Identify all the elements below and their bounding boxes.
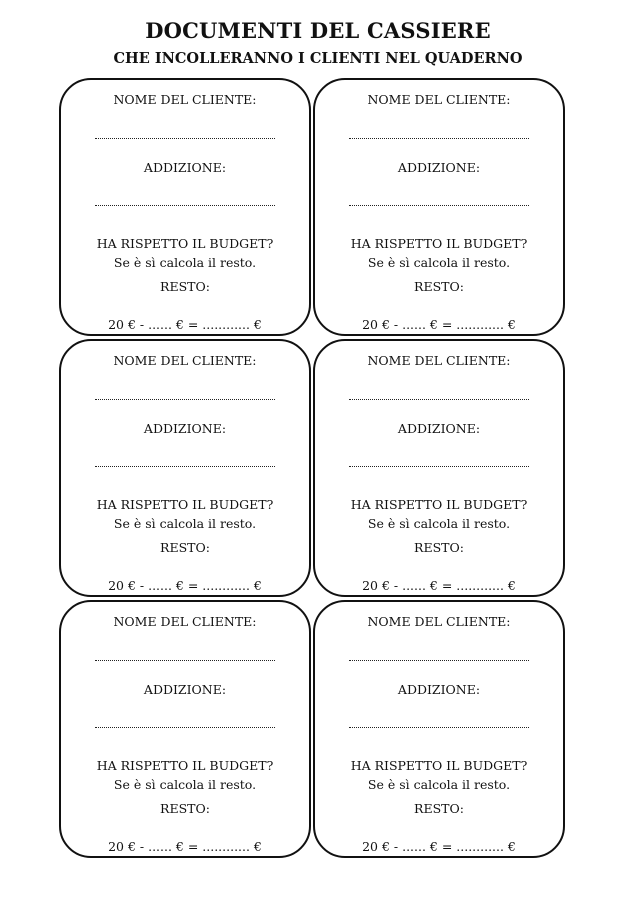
change-instruction: Se è sì calcola il resto. (113, 255, 257, 270)
customer-name-label: NOME DEL CLIENTE: (367, 353, 511, 368)
addition-label: ADDIZIONE: (397, 160, 481, 175)
budget-question: HA RISPETTO IL BUDGET? (96, 236, 274, 251)
addition-label: ADDIZIONE: (143, 421, 227, 436)
budget-question: HA RISPETTO IL BUDGET? (350, 758, 528, 773)
change-label: RESTO: (414, 801, 464, 816)
addition-label: ADDIZIONE: (143, 160, 227, 175)
customer-name-line[interactable] (95, 138, 275, 139)
customer-name-label: NOME DEL CLIENTE: (367, 92, 511, 107)
budget-question: HA RISPETTO IL BUDGET? (350, 236, 528, 251)
receipt-card (59, 600, 311, 858)
change-instruction: Se è sì calcola il resto. (113, 516, 257, 531)
addition-line[interactable] (349, 727, 529, 728)
page-subtitle: CHE INCOLLERANNO I CLIENTI NEL QUADERNO (113, 50, 523, 67)
receipt-card (59, 339, 311, 597)
budget-question: HA RISPETTO IL BUDGET? (350, 497, 528, 512)
change-instruction: Se è sì calcola il resto. (367, 255, 511, 270)
change-label: RESTO: (160, 279, 210, 294)
change-label: RESTO: (414, 540, 464, 555)
addition-label: ADDIZIONE: (397, 682, 481, 697)
change-instruction: Se è sì calcola il resto. (367, 516, 511, 531)
addition-label: ADDIZIONE: (143, 682, 227, 697)
change-formula: 20 € - ...... € = ............ € (108, 839, 262, 854)
change-instruction: Se è sì calcola il resto. (367, 777, 511, 792)
customer-name-line[interactable] (349, 399, 529, 400)
receipt-card (59, 78, 311, 336)
change-instruction: Se è sì calcola il resto. (113, 777, 257, 792)
customer-name-line[interactable] (95, 660, 275, 661)
budget-question: HA RISPETTO IL BUDGET? (96, 758, 274, 773)
customer-name-line[interactable] (95, 399, 275, 400)
receipt-card (313, 600, 565, 858)
change-formula: 20 € - ...... € = ............ € (362, 317, 516, 332)
customer-name-label: NOME DEL CLIENTE: (113, 614, 257, 629)
addition-line[interactable] (95, 727, 275, 728)
addition-line[interactable] (349, 466, 529, 467)
customer-name-label: NOME DEL CLIENTE: (367, 614, 511, 629)
customer-name-label: NOME DEL CLIENTE: (113, 353, 257, 368)
change-formula: 20 € - ...... € = ............ € (108, 317, 262, 332)
budget-question: HA RISPETTO IL BUDGET? (96, 497, 274, 512)
addition-line[interactable] (349, 205, 529, 206)
addition-line[interactable] (95, 205, 275, 206)
change-formula: 20 € - ...... € = ............ € (108, 578, 262, 593)
receipt-card (313, 339, 565, 597)
change-formula: 20 € - ...... € = ............ € (362, 578, 516, 593)
change-label: RESTO: (160, 540, 210, 555)
customer-name-label: NOME DEL CLIENTE: (113, 92, 257, 107)
change-formula: 20 € - ...... € = ............ € (362, 839, 516, 854)
customer-name-line[interactable] (349, 138, 529, 139)
receipt-grid (59, 78, 569, 860)
change-label: RESTO: (414, 279, 464, 294)
receipt-card (313, 78, 565, 336)
page-title: DOCUMENTI DEL CASSIERE (145, 18, 491, 43)
addition-line[interactable] (95, 466, 275, 467)
customer-name-line[interactable] (349, 660, 529, 661)
addition-label: ADDIZIONE: (397, 421, 481, 436)
change-label: RESTO: (160, 801, 210, 816)
